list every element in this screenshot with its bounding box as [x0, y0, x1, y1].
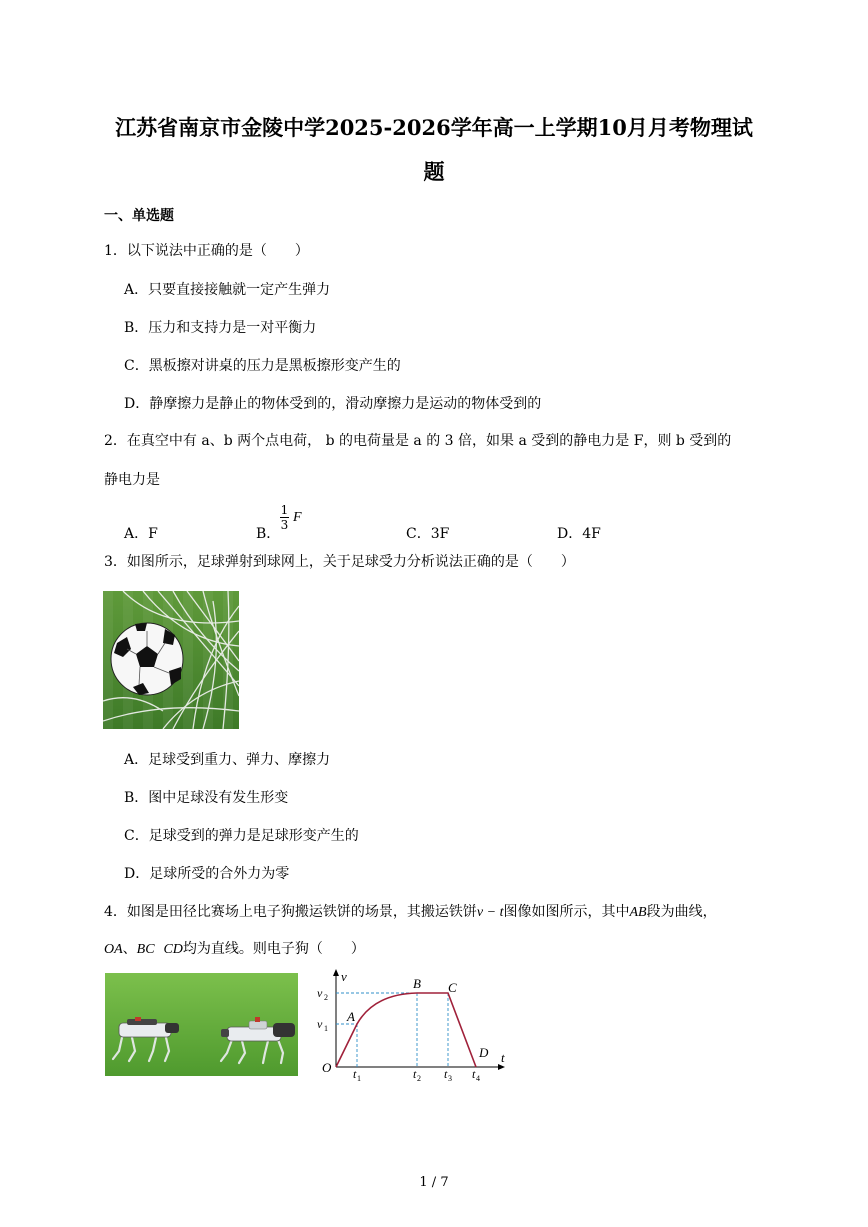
q3-option-d: D．足球所受的合外力为零 — [124, 866, 290, 882]
q4-stem-ab: AB — [629, 905, 647, 920]
q4-stem-part2: 图像如图所示，其中 — [503, 904, 630, 920]
robot-dog-photo — [105, 973, 298, 1076]
q4-stem-vt: v − t — [476, 905, 504, 920]
q4-stem-cd: CD — [163, 942, 183, 957]
q2-option-d: D．4F — [557, 526, 601, 542]
q3-option-b: B．图中足球没有发生形变 — [124, 790, 289, 806]
q4-stem-sep: 、 — [122, 941, 137, 957]
t3-sub: 3 — [448, 1074, 452, 1083]
point-a-label: A — [347, 1009, 355, 1024]
t2-label: t — [413, 1067, 417, 1081]
t3-label: t — [444, 1067, 448, 1081]
q1-stem: 1．以下说法中正确的是（ ） — [104, 243, 309, 259]
q4-stem-part4: 均为直线。则电子狗（ ） — [182, 941, 365, 957]
q1-option-c: C．黑板擦对讲桌的压力是黑板擦形变产生的 — [124, 358, 401, 374]
origin-label: O — [322, 1060, 332, 1075]
q2-fraction-numerator: 1 — [280, 503, 289, 517]
t4-label: t — [472, 1067, 476, 1081]
t1-sub: 1 — [357, 1074, 361, 1083]
q4-stem-part1: 4．如图是田径比赛场上电子狗搬运铁饼的场景，其搬运铁饼 — [104, 904, 477, 920]
v2-label: v — [317, 986, 323, 1000]
q3-stem: 3．如图所示，足球弹射到球网上，关于足球受力分析说法正确的是（ ） — [104, 554, 575, 570]
q1-option-a: A．只要直接接触就一定产生弹力 — [124, 282, 331, 298]
t1-label: t — [353, 1067, 357, 1081]
q3-option-a: A．足球受到重力、弹力、摩擦力 — [124, 752, 331, 768]
q1-option-d: D．静摩擦力是静止的物体受到的，滑动摩擦力是运动的物体受到的 — [124, 396, 542, 412]
q4-stem-line2 — [104, 940, 365, 959]
section-heading: 一、单选题 — [104, 208, 174, 224]
q2-stem-line1: 2．在真空中有 a、b 两个点电荷， b 的电荷量是 a 的 3 倍，如果 a 受到的静电力是 F，则 b 受到的 — [104, 433, 732, 449]
q1-option-b: B．压力和支持力是一对平衡力 — [124, 320, 317, 336]
q4-stem-line1 — [104, 903, 717, 922]
page-number: 1 / 7 — [419, 1175, 449, 1190]
vt-graph — [312, 966, 512, 1084]
q2-option-b-fraction — [280, 503, 289, 532]
axis-t-label: t — [501, 1050, 505, 1065]
point-b-label: B — [413, 976, 421, 991]
v1-sub: 1 — [324, 1024, 328, 1033]
q3-option-c: C．足球受到的弹力是足球形变产生的 — [124, 828, 359, 844]
dashed-guides — [336, 993, 448, 1067]
page-title-line1: 江苏省南京市金陵中学2025-2026学年高一上学期10月月考物理试 — [115, 115, 753, 140]
q2-option-b-label: B． — [256, 526, 281, 542]
point-d-label: D — [479, 1045, 489, 1060]
v2-sub: 2 — [324, 993, 328, 1002]
t4-sub: 4 — [476, 1074, 480, 1083]
q2-option-c: C．3F — [406, 526, 450, 542]
soccer-net-photo — [103, 591, 239, 729]
q4-stem-oa: OA — [104, 942, 123, 957]
page-title-line2: 题 — [423, 159, 445, 184]
v-axis-arrow — [333, 969, 339, 976]
t2-sub: 2 — [417, 1074, 421, 1083]
q4-stem-part3: 段为曲线， — [646, 904, 717, 920]
q4-stem-bc: BC — [136, 942, 155, 957]
q2-option-b-variable: F — [293, 510, 302, 525]
q2-option-a: A．F — [124, 526, 158, 542]
axis-v-label: v — [341, 969, 347, 984]
q2-fraction-denominator: 3 — [280, 518, 289, 532]
point-c-label: C — [448, 980, 457, 995]
q2-stem-line2: 静电力是 — [104, 472, 160, 488]
v1-label: v — [317, 1017, 323, 1031]
